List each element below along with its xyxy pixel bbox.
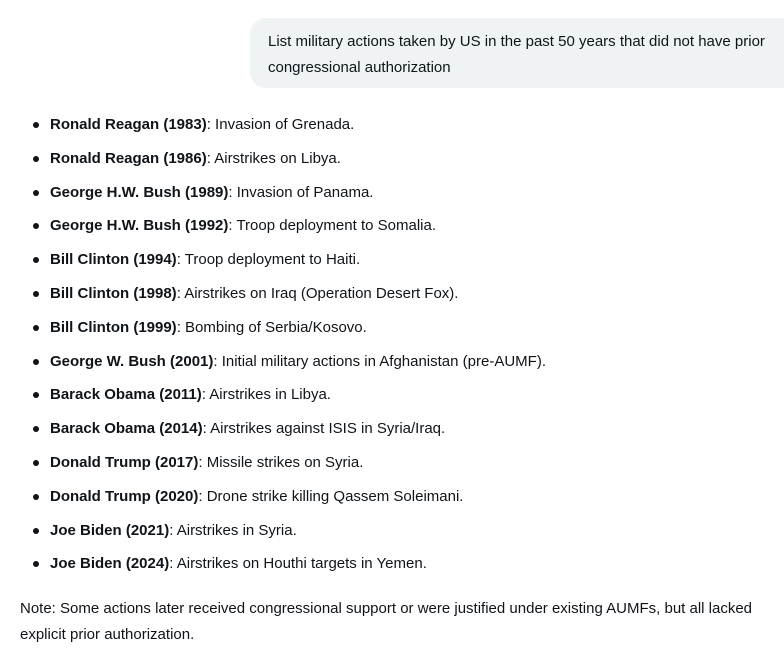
list-item-actor: Donald Trump (2020) <box>50 487 199 505</box>
list-item <box>0 450 546 484</box>
user-message-text: List military actions taken by US in the past 50 years that did not have prior congressional authorization <box>268 33 765 76</box>
list-item <box>0 247 546 281</box>
list-item-actor: Donald Trump (2017) <box>50 453 199 471</box>
list-item-actor: Ronald Reagan (1986) <box>50 149 207 167</box>
list-item-actor: Ronald Reagan (1983) <box>50 116 207 133</box>
list-item-actor: Bill Clinton (1999) <box>50 318 177 336</box>
bullet-icon <box>33 392 39 398</box>
list-item-action: : Bombing of Serbia/Kosovo. <box>176 318 367 336</box>
bullet-icon <box>33 257 39 263</box>
list-item <box>0 315 546 349</box>
list-item-actor: Joe Biden (2024) <box>50 555 170 573</box>
list-item-actor: Joe Biden (2021) <box>50 521 170 539</box>
response-list <box>0 112 546 585</box>
list-item-action: : Initial military actions in Afghanistan (pre-AUMF). <box>213 352 546 370</box>
list-item-action: : Airstrikes on Libya. <box>206 149 341 167</box>
bullet-icon <box>33 325 39 331</box>
list-item-actor: George H.W. Bush (1992) <box>50 217 229 235</box>
list-item-actor: Barack Obama (2014) <box>50 420 203 438</box>
list-item <box>0 112 546 146</box>
list-item <box>0 551 546 585</box>
list-item-actor: George W. Bush (2001) <box>50 352 214 370</box>
bullet-icon <box>33 460 39 466</box>
list-item-action: : Invasion of Panama. <box>228 183 374 201</box>
list-item-action: : Airstrikes in Libya. <box>201 386 331 404</box>
bullet-icon <box>33 122 39 128</box>
bullet-icon <box>33 561 39 567</box>
list-item-action: : Invasion of Grenada. <box>206 116 355 133</box>
list-item-actor: George H.W. Bush (1989) <box>50 183 229 201</box>
list-item <box>0 518 546 552</box>
list-item <box>0 349 546 383</box>
list-item-action: : Troop deployment to Somalia. <box>228 217 436 235</box>
list-item <box>0 281 546 315</box>
bullet-icon <box>33 223 39 229</box>
list-item <box>0 180 546 214</box>
list-item-actor: Barack Obama (2011) <box>50 386 202 404</box>
bullet-icon <box>33 494 39 500</box>
list-item-action: : Drone strike killing Qassem Soleimani. <box>198 487 464 505</box>
list-item-action: : Airstrikes against ISIS in Syria/Iraq. <box>202 420 446 438</box>
list-item <box>0 484 546 518</box>
bullet-icon <box>33 426 39 432</box>
list-item-action: : Airstrikes on Iraq (Operation Desert Fox). <box>176 284 459 302</box>
list-item <box>0 416 546 450</box>
list-item-actor: Bill Clinton (1994) <box>50 251 177 269</box>
bullet-icon <box>33 156 39 162</box>
list-item <box>0 213 546 247</box>
list-item-action: : Missile strikes on Syria. <box>198 453 364 471</box>
bullet-icon <box>33 190 39 196</box>
response-note: Note: Some actions later received congressional support or were justified under existing AUMFs, but all lacked explicit prior authorization. <box>20 600 753 643</box>
list-item <box>0 382 546 416</box>
bullet-icon <box>33 291 39 297</box>
bullet-icon <box>33 528 39 534</box>
list-item-action: : Airstrikes on Houthi targets in Yemen. <box>169 555 427 573</box>
bullet-icon <box>33 359 39 365</box>
list-item-action: : Troop deployment to Haiti. <box>176 251 361 269</box>
user-message-bubble <box>250 18 784 88</box>
list-item-actor: Bill Clinton (1998) <box>50 284 177 302</box>
list-item <box>0 146 546 180</box>
list-item-action: : Airstrikes in Syria. <box>169 521 297 539</box>
